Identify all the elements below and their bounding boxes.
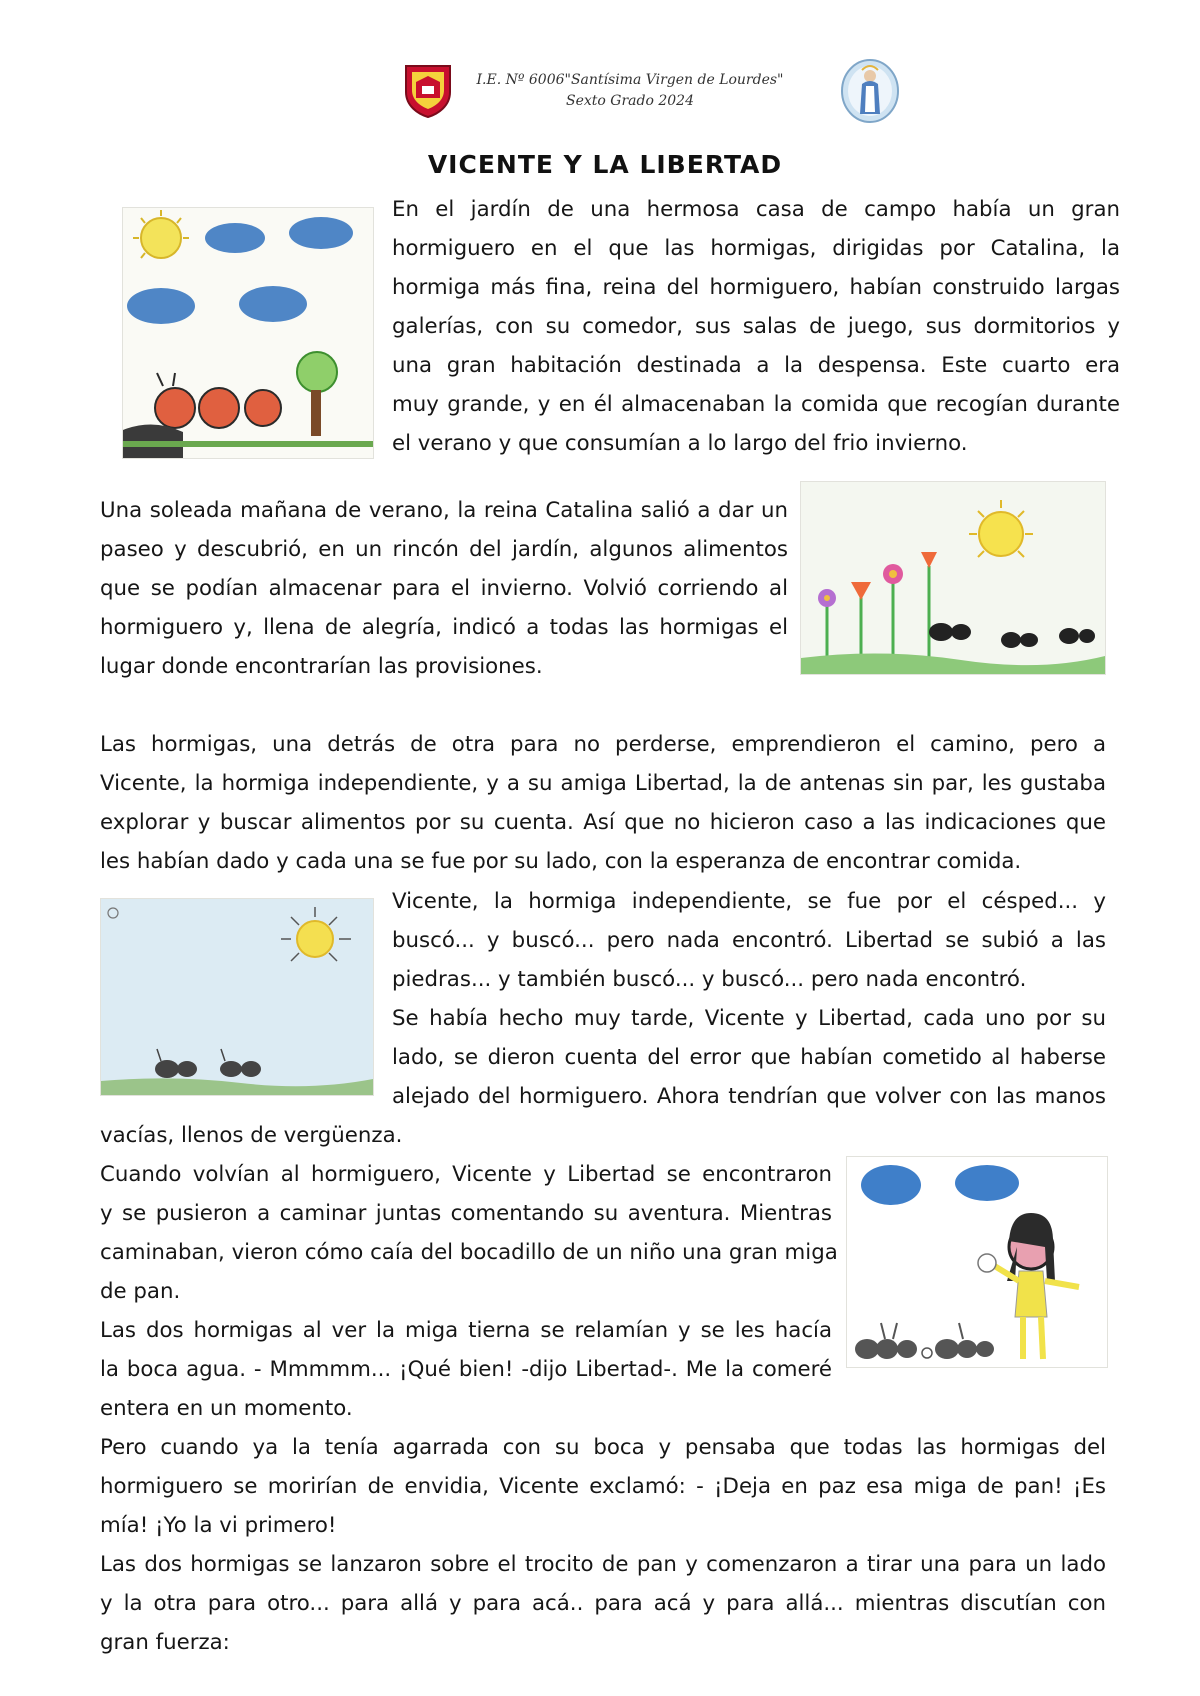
text-line: alejado del hormiguero. Ahora tendrían que volver con las manos [392, 1084, 1106, 1109]
text-line: hormiguero y, llena de alegría, indicó a todas las hormigas el [100, 615, 788, 640]
paragraph-2 [100, 491, 788, 686]
virgin-mary-medallion-logo [840, 58, 900, 124]
text-line: Las dos hormigas se lanzaron sobre el trocito de pan y comenzaron a tirar una para un lado [100, 1552, 1106, 1577]
paragraph-6 [100, 1155, 838, 1311]
paragraph-4 [392, 882, 1106, 999]
text-line: Pero cuando ya la tenía agarrada con su boca y pensaba que todas las hormigas del [100, 1435, 1106, 1460]
story-title: VICENTE Y LA LIBERTAD [427, 150, 783, 179]
text-line: lado, se dieron cuenta del error que habían cometido al haberse [392, 1045, 1106, 1070]
paragraph-1 [392, 190, 1120, 463]
text-line: el verano y que consumían a lo largo del frio invierno. [392, 431, 968, 456]
text-line: Vicente, la hormiga independiente, se fue por el césped... y [392, 889, 1106, 914]
text-line: muy grande, y en él almacenaban la comida que recogían durante [392, 392, 1120, 417]
text-line: hormiguero se morirían de envidia, Vicente exclamó: - ¡Deja en paz esa miga de pan! ¡Es [100, 1474, 1106, 1499]
paragraph-7 [100, 1311, 832, 1428]
text-line: la boca agua. - Mmmmm... ¡Qué bien! -dijo Libertad-. Me la comeré [100, 1357, 832, 1382]
text-line: piedras... y también buscó... y buscó... pero nada encontró. [392, 967, 1027, 992]
text-line: Las hormigas, una detrás de otra para no perderse, emprendieron el camino, pero a [100, 732, 1106, 757]
text-line: hormiga más fina, reina del hormiguero, habían construido largas [392, 275, 1120, 300]
text-line: gran fuerza: [100, 1630, 230, 1655]
text-line: y se pusieron a caminar juntas comentando su aventura. Mientras [100, 1201, 832, 1226]
text-line: Cuando volvían al hormiguero, Vicente y Libertad se encontraron [100, 1162, 832, 1187]
text-line: En el jardín de una hermosa casa de campo había un gran [392, 197, 1120, 222]
text-line: paseo y descubrió, en un rincón del jardín, algunos alimentos [100, 537, 788, 562]
drawing-sun-ants-grass [100, 898, 374, 1096]
text-line: galerías, con su comedor, sus salas de juego, sus dormitorios y [392, 314, 1120, 339]
text-line: una gran habitación destinada a la despensa. Este cuarto era [392, 353, 1120, 378]
paragraph-5-end [100, 1116, 1000, 1155]
school-name-line: I.E. Nº 6006"Santísima Virgen de Lourdes" [476, 72, 784, 88]
text-line: hormiguero en el que las hormigas, dirigidas por Catalina, la [392, 236, 1120, 261]
school-header [420, 70, 840, 112]
grade-line: Sexto Grado 2024 [566, 93, 694, 109]
text-line: mía! ¡Yo la vi primero! [100, 1513, 337, 1538]
text-line: que se podían almacenar para el invierno. Volvió corriendo al [100, 576, 788, 601]
text-line: entera en un momento. [100, 1396, 353, 1421]
text-line: Las dos hormigas al ver la miga tierna se relamían y se les hacía [100, 1318, 832, 1343]
text-line: de pan. [100, 1279, 181, 1304]
text-line: lugar donde encontrarían las provisiones. [100, 654, 543, 679]
text-line: caminaban, vieron cómo caía del bocadillo de un niño una gran miga [100, 1240, 838, 1265]
text-line: Una soleada mañana de verano, la reina Catalina salió a dar un [100, 498, 788, 523]
paragraph-5 [392, 999, 1106, 1116]
text-line: les habían dado y cada una se fue por su lado, con la esperanza de encontrar comida. [100, 849, 1022, 874]
drawing-clouds-girl-ants [846, 1156, 1108, 1368]
paragraph-8 [100, 1428, 1106, 1545]
paragraph-3 [100, 725, 1106, 881]
paragraph-9 [100, 1545, 1106, 1662]
text-line: explorar y buscar alimentos por su cuenta. Así que no hicieron caso a las indicaciones que [100, 810, 1106, 835]
text-line: y la otra para otro... para allá y para acá.. para acá y para allá... mientras discutían con [100, 1591, 1106, 1616]
text-line: Se había hecho muy tarde, Vicente y Libertad, cada uno por su [392, 1006, 1106, 1031]
text-line: buscó... y buscó... pero nada encontró. Libertad se subió a las [392, 928, 1106, 953]
text-line: Vicente, la hormiga independiente, y a su amiga Libertad, la de antenas sin par, les gustaba [100, 771, 1106, 796]
drawing-sun-clouds-ants-tree [122, 207, 374, 459]
drawing-flowers-sun-ants [800, 481, 1106, 675]
text-line: vacías, llenos de vergüenza. [100, 1123, 403, 1148]
